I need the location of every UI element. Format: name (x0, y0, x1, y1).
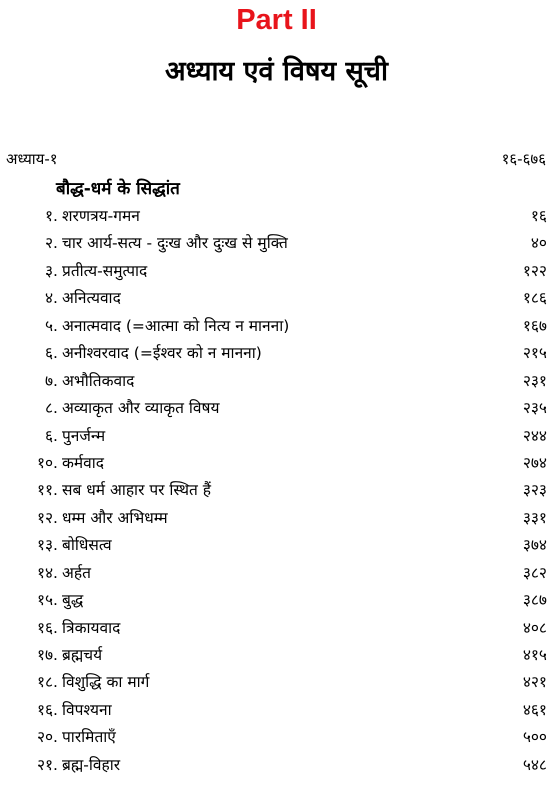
toc-item (0, 423, 553, 450)
toc-item-title: अनात्मवाद (=आत्मा को नित्य न मानना) (62, 316, 290, 335)
toc-item-number: १४. (36, 563, 58, 582)
toc-item (0, 560, 553, 587)
toc-item-title: अनित्यवाद (62, 289, 121, 308)
toc-item-title: पारमिताएँ (62, 728, 116, 747)
toc-item-title: ब्रह्म-विहार (62, 755, 121, 774)
toc-item (0, 697, 553, 724)
toc-item-title: अनीश्वरवाद (=ईश्वर को न मानना) (62, 344, 262, 363)
toc-item-number: १८. (36, 673, 58, 692)
toc-item-page: २१५ (522, 344, 547, 363)
toc-item-page: ४० (530, 234, 547, 253)
toc-item-number: ४. (45, 289, 58, 308)
toc-item (0, 230, 553, 257)
toc-item-title: पुनर्जन्म (62, 426, 106, 445)
toc-item (0, 313, 553, 340)
toc-item-page: १८६ (522, 289, 547, 308)
toc-item-page: २४४ (522, 426, 547, 445)
toc-item-page: ५०० (522, 728, 547, 747)
toc-item (0, 642, 553, 669)
toc-item-page: ४०८ (522, 618, 547, 637)
toc-item-page: १६७ (522, 316, 547, 335)
toc-item (0, 258, 553, 285)
toc-item-number: ७. (45, 371, 58, 390)
toc-item-page: ५४८ (522, 755, 547, 774)
toc-item-title: कर्मवाद (62, 453, 105, 472)
toc-item-title: अर्हत (62, 563, 91, 582)
toc-item (0, 669, 553, 696)
toc-item-title: चार आर्य-सत्य - दुःख और दुःख से मुक्ति (62, 234, 288, 253)
toc-item-page: ३३१ (522, 508, 547, 527)
toc-item-number: २१. (36, 755, 58, 774)
toc-item-page: ४१५ (522, 646, 547, 664)
toc-item-number: ३. (45, 261, 58, 280)
toc-item-title: बोधिसत्व (62, 536, 112, 555)
toc-list (0, 203, 553, 779)
chapter-label: अध्याय-१ (6, 150, 58, 168)
toc-item-title: विपश्यना (62, 700, 112, 719)
toc-item-number: ११. (36, 481, 58, 500)
toc-item-number: १५. (36, 591, 58, 610)
part-title: Part II (236, 4, 317, 36)
toc-item (0, 615, 553, 642)
toc-item-number: १६. (36, 618, 58, 637)
toc-item-number: १. (45, 207, 58, 225)
section-title: बौद्ध-धर्म के सिद्धांत (56, 179, 180, 199)
toc-item-number: २०. (36, 728, 58, 747)
toc-item (0, 395, 553, 422)
toc-item (0, 532, 553, 559)
toc-item-page: १६ (530, 207, 547, 225)
toc-item-title: शरणत्रय-गमन (62, 207, 140, 225)
toc-item-page: २३१ (522, 371, 547, 390)
toc-item-page: ३२३ (522, 481, 547, 500)
toc-item (0, 505, 553, 532)
toc-item-title: प्रतीत्य-समुत्पाद (62, 261, 148, 280)
toc-item-number: ६. (45, 426, 58, 445)
toc-item-title: त्रिकायवाद (62, 618, 121, 637)
toc-item-title: सब धर्म आहार पर स्थित हैं (62, 481, 212, 500)
toc-item-number: १०. (36, 453, 58, 472)
toc-item (0, 587, 553, 614)
toc-item-page: ४६१ (522, 700, 547, 719)
toc-item (0, 368, 553, 395)
toc-item (0, 450, 553, 477)
toc-item-title: विशुद्धि का मार्ग (62, 673, 150, 692)
toc-item-number: ५. (45, 316, 58, 335)
toc-item-page: २७४ (522, 453, 547, 472)
toc-item-title: बुद्ध (62, 591, 84, 610)
toc-item-title: अव्याकृत और व्याकृत विषय (62, 399, 220, 418)
toc-item-number: १६. (36, 700, 58, 719)
toc-item-page: २३५ (522, 399, 547, 418)
toc-item-number: १७. (36, 646, 58, 664)
toc-item-title: ब्रह्मचर्य (62, 646, 103, 664)
toc-item-page: ३७४ (522, 536, 547, 555)
toc-item-title: धम्म और अभिधम्म (62, 508, 168, 527)
toc-item (0, 724, 553, 751)
page-heading: अध्याय एवं विषय सूची (165, 56, 388, 87)
toc-item (0, 752, 553, 779)
toc-item-page: ३८२ (522, 563, 547, 582)
toc-item-number: १२. (36, 508, 58, 527)
toc-item (0, 340, 553, 367)
toc-item-title: अभौतिकवाद (62, 371, 135, 390)
toc-item (0, 285, 553, 312)
toc-item-page: १२२ (522, 261, 547, 280)
chapter-page-range: १६-६७६ (501, 150, 546, 168)
toc-item-number: १३. (36, 536, 58, 555)
toc-item (0, 203, 553, 230)
toc-item-page: ४२१ (522, 673, 547, 692)
toc-item (0, 477, 553, 504)
chapter-row (6, 145, 546, 173)
toc-item-number: ६. (45, 344, 58, 363)
toc-item-page: ३८७ (522, 591, 547, 610)
toc-item-number: २. (45, 234, 58, 253)
toc-item-number: ८. (45, 399, 58, 418)
